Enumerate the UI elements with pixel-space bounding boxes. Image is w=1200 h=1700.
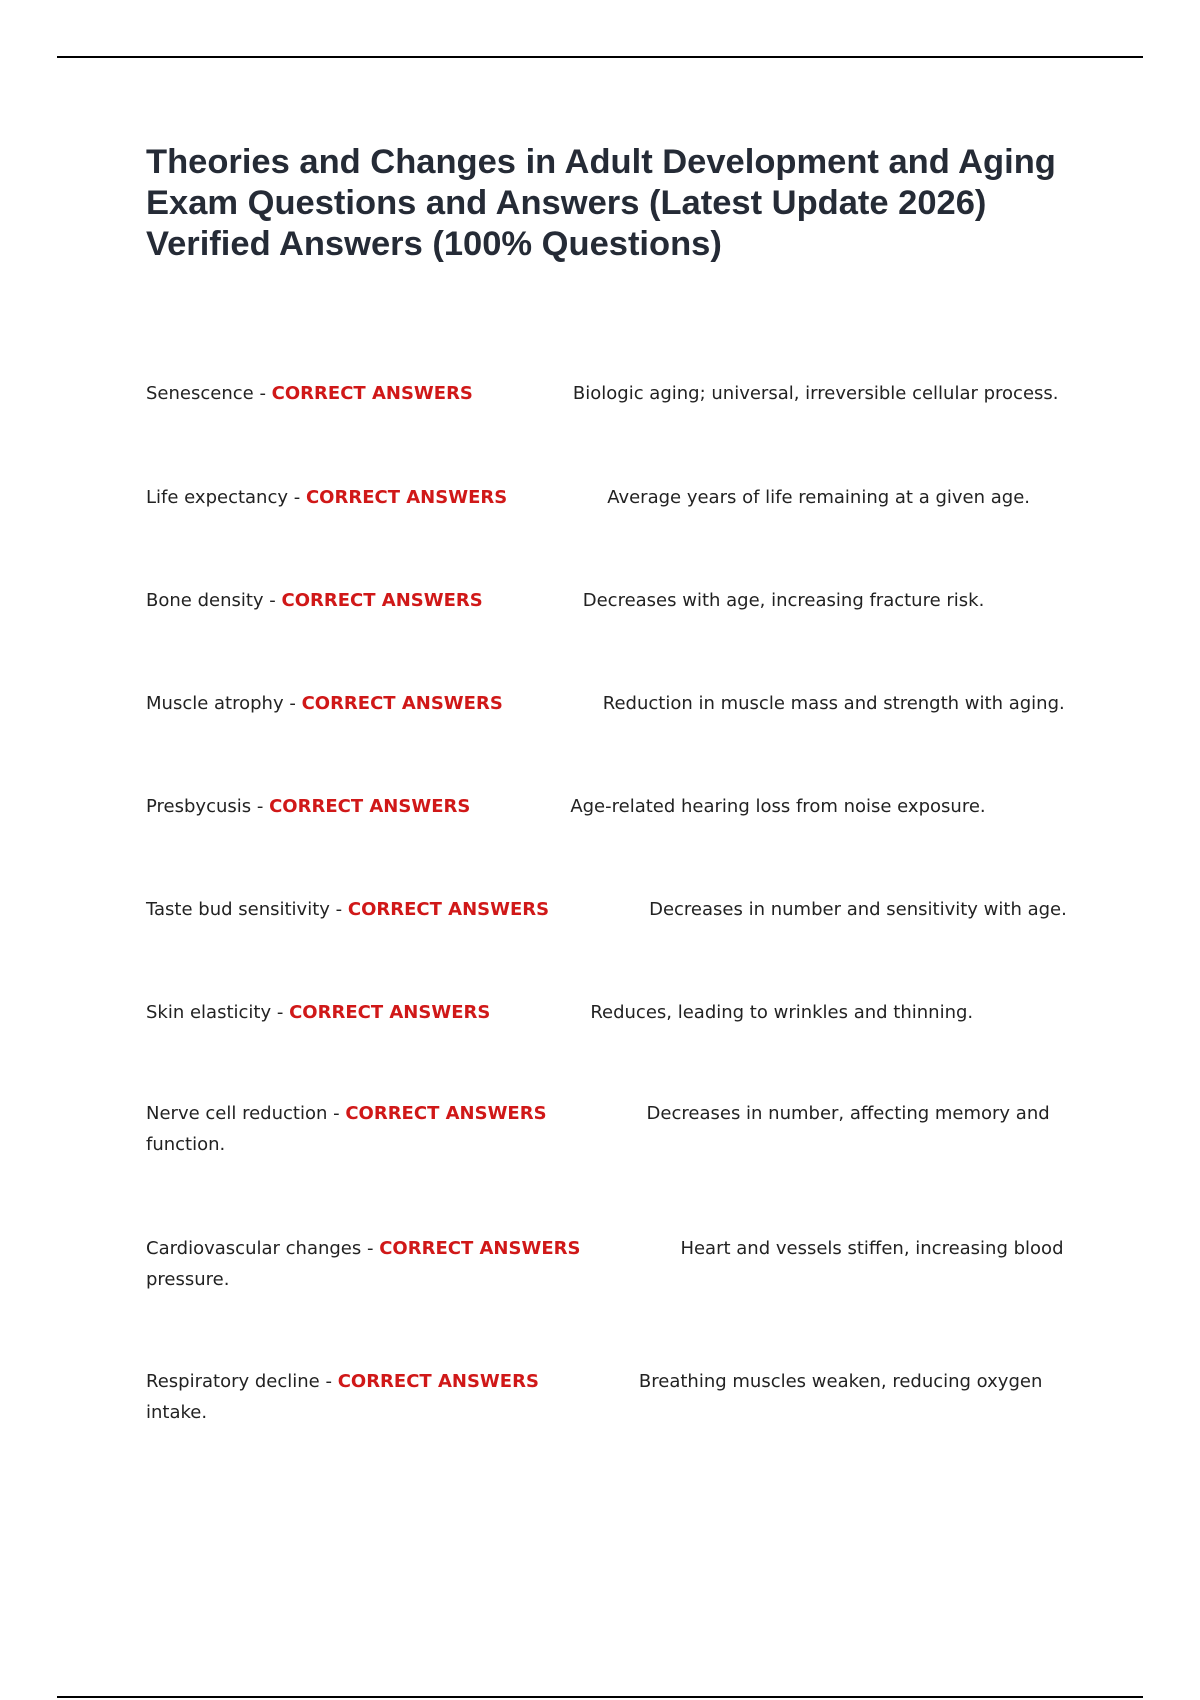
qa-separator: - bbox=[329, 899, 348, 920]
qa-term: Skin elasticity bbox=[146, 1002, 272, 1023]
qa-item-presbycusis bbox=[146, 791, 1106, 822]
qa-separator: - bbox=[283, 693, 302, 714]
qa-separator: - bbox=[263, 590, 282, 611]
correct-answers-label: CORRECT ANSWERS bbox=[289, 1002, 491, 1023]
qa-separator: - bbox=[288, 487, 306, 508]
qa-term: Nerve cell reduction bbox=[146, 1103, 328, 1124]
qa-term: Taste bud sensitivity bbox=[146, 899, 330, 920]
qa-answer: Age-related hearing loss from noise exposure. bbox=[570, 796, 986, 817]
correct-answers-label: CORRECT ANSWERS bbox=[269, 796, 471, 817]
qa-term: Cardiovascular changes bbox=[146, 1238, 362, 1259]
document-title: Theories and Changes in Adult Development and Aging Exam Questions and Answers (Latest Update 2026) Verified Answers (100% Questions) bbox=[146, 143, 1056, 263]
correct-answers-label: CORRECT ANSWERS bbox=[301, 693, 503, 714]
qa-item-respiratory-decline bbox=[146, 1366, 1106, 1428]
qa-item-life-expectancy bbox=[146, 482, 1106, 513]
qa-term: Respiratory decline bbox=[146, 1371, 320, 1392]
qa-separator: - bbox=[361, 1238, 380, 1259]
qa-item-bone-density bbox=[146, 585, 1106, 616]
correct-answers-label: CORRECT ANSWERS bbox=[305, 487, 508, 508]
correct-answers-label: CORRECT ANSWERS bbox=[337, 1371, 539, 1392]
qa-term: Presbycusis bbox=[146, 796, 252, 817]
qa-answer: Heart and vessels stiffen, increasing blood pressure. bbox=[146, 1238, 1064, 1290]
qa-item-muscle-atrophy bbox=[146, 688, 1106, 719]
qa-term: Muscle atrophy bbox=[146, 693, 284, 714]
qa-answer: Reduces, leading to wrinkles and thinning. bbox=[590, 1002, 974, 1023]
qa-answer: Decreases in number and sensitivity with age. bbox=[649, 899, 1067, 920]
correct-answers-label: CORRECT ANSWERS bbox=[379, 1238, 581, 1259]
top-rule bbox=[57, 56, 1143, 58]
bottom-rule bbox=[57, 1696, 1143, 1698]
qa-item-skin-elasticity bbox=[146, 997, 1106, 1028]
qa-answer: Breathing muscles weaken, reducing oxygen intake. bbox=[146, 1371, 1043, 1423]
qa-answer: Decreases in number, affecting memory and function. bbox=[146, 1103, 1050, 1155]
qa-item-nerve-cell-reduction bbox=[146, 1098, 1106, 1160]
qa-term: Senescence bbox=[146, 383, 254, 404]
correct-answers-label: CORRECT ANSWERS bbox=[345, 1103, 547, 1124]
correct-answers-label: CORRECT ANSWERS bbox=[347, 899, 550, 920]
qa-separator: - bbox=[253, 383, 272, 404]
correct-answers-label: CORRECT ANSWERS bbox=[271, 383, 473, 404]
qa-answer: Decreases with age, increasing fracture risk. bbox=[582, 590, 985, 611]
qa-item-senescence bbox=[146, 378, 1106, 409]
qa-answer: Average years of life remaining at a given age. bbox=[607, 487, 1030, 508]
qa-answer: Biologic aging; universal, irreversible cellular process. bbox=[572, 383, 1059, 404]
qa-term: Life expectancy bbox=[146, 487, 289, 508]
qa-item-taste-bud-sensitivity bbox=[146, 894, 1106, 925]
qa-separator: - bbox=[251, 796, 270, 817]
qa-term: Bone density bbox=[146, 590, 264, 611]
qa-separator: - bbox=[319, 1371, 338, 1392]
qa-separator: - bbox=[271, 1002, 290, 1023]
qa-item-cardiovascular-changes bbox=[146, 1233, 1106, 1295]
correct-answers-label: CORRECT ANSWERS bbox=[281, 590, 483, 611]
qa-answer: Reduction in muscle mass and strength with aging. bbox=[602, 693, 1065, 714]
qa-separator: - bbox=[327, 1103, 346, 1124]
